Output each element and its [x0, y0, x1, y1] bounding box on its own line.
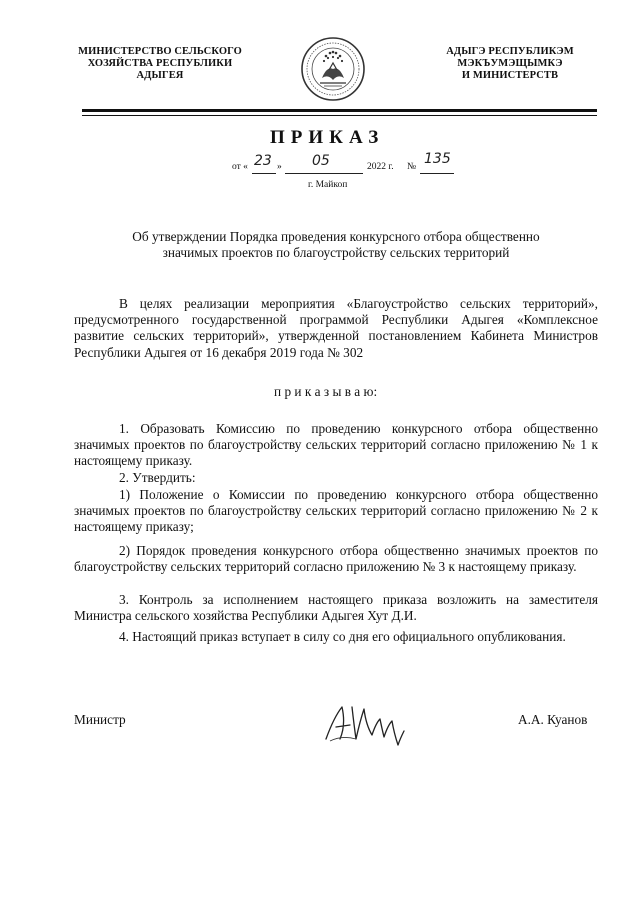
preamble: В целях реализации мероприятия «Благоустройство сельских территорий», предусмотренного государственной программой Республики Адыгея «Комплексное развитие сельских территорий», утвержденной постановлением Кабинета Министров Республики Адыгея от 16 декабря 2019 года № 302 — [74, 296, 598, 360]
order-item: 2. Утвердить: — [119, 470, 196, 485]
order-word: п р и к а з ы в а ю: — [274, 384, 378, 399]
subject-line: Об утверждении Порядка проведения конкурсного отбора общественно — [132, 229, 540, 244]
coat-of-arms-emblem — [300, 36, 366, 102]
document-number: 135 — [424, 151, 451, 167]
city: г. Майкоп — [308, 180, 348, 190]
header-right-line: МЭКЪУМЭЩЫМКЭ — [457, 58, 563, 69]
header-right — [415, 46, 605, 82]
number-label: № — [407, 162, 417, 172]
header-right-line: И МИНИСТЕРСТВ — [461, 70, 559, 81]
header-left — [70, 46, 250, 82]
header-divider-thin — [82, 115, 597, 116]
order-item: 2) Порядок проведения конкурсного отбора общественно значимых проектов по благоустройству сельских территорий согласно приложению № 3 к настоящему приказу. — [74, 543, 598, 575]
date-month-underline — [285, 173, 363, 174]
date-day-underline — [252, 173, 276, 174]
date-prefix: от « — [232, 162, 248, 172]
date-month: 05 — [312, 153, 330, 169]
header-left-line: ХОЗЯЙСТВА РЕСПУБЛИКИ — [87, 58, 233, 69]
header-left-line: АДЫГЕЯ — [136, 70, 184, 81]
signatory-name: А.А. Куанов — [518, 712, 588, 727]
handwritten-signature — [322, 695, 408, 751]
document-title: ПРИКАЗ — [270, 127, 385, 148]
header-left-line: МИНИСТЕРСТВО СЕЛЬСКОГО — [78, 46, 242, 57]
order-item: 4. Настоящий приказ вступает в силу со дня его официального опубликования. — [119, 629, 566, 644]
order-item: 1) Положение о Комиссии по проведению конкурсного отбора общественно значимых проектов по благоустройству сельских территорий согласно приложению № 2 к настоящему приказу; — [74, 487, 598, 535]
header-divider-thick — [82, 109, 597, 112]
header-right-line: АДЫГЭ РЕСПУБЛИКЭМ — [446, 46, 574, 57]
subject — [74, 229, 598, 261]
order-item: 3. Контроль за исполнением настоящего приказа возложить на заместителя Министра сельского хозяйства Республики Адыгея Хут Д.И. — [74, 592, 598, 624]
date-line — [232, 151, 492, 176]
date-day: 23 — [254, 153, 272, 169]
order-item: 1. Образовать Комиссию по проведению конкурсного отбора общественно значимых проектов по благоустройству сельских территорий согласно приложению № 1 к настоящему приказу. — [74, 421, 598, 469]
number-underline — [420, 173, 454, 174]
date-mid: » — [277, 162, 282, 172]
subject-line: значимых проектов по благоустройству сельских территорий — [162, 245, 510, 261]
signatory-position: Министр — [74, 712, 126, 727]
date-year: 2022 г. — [367, 162, 394, 172]
